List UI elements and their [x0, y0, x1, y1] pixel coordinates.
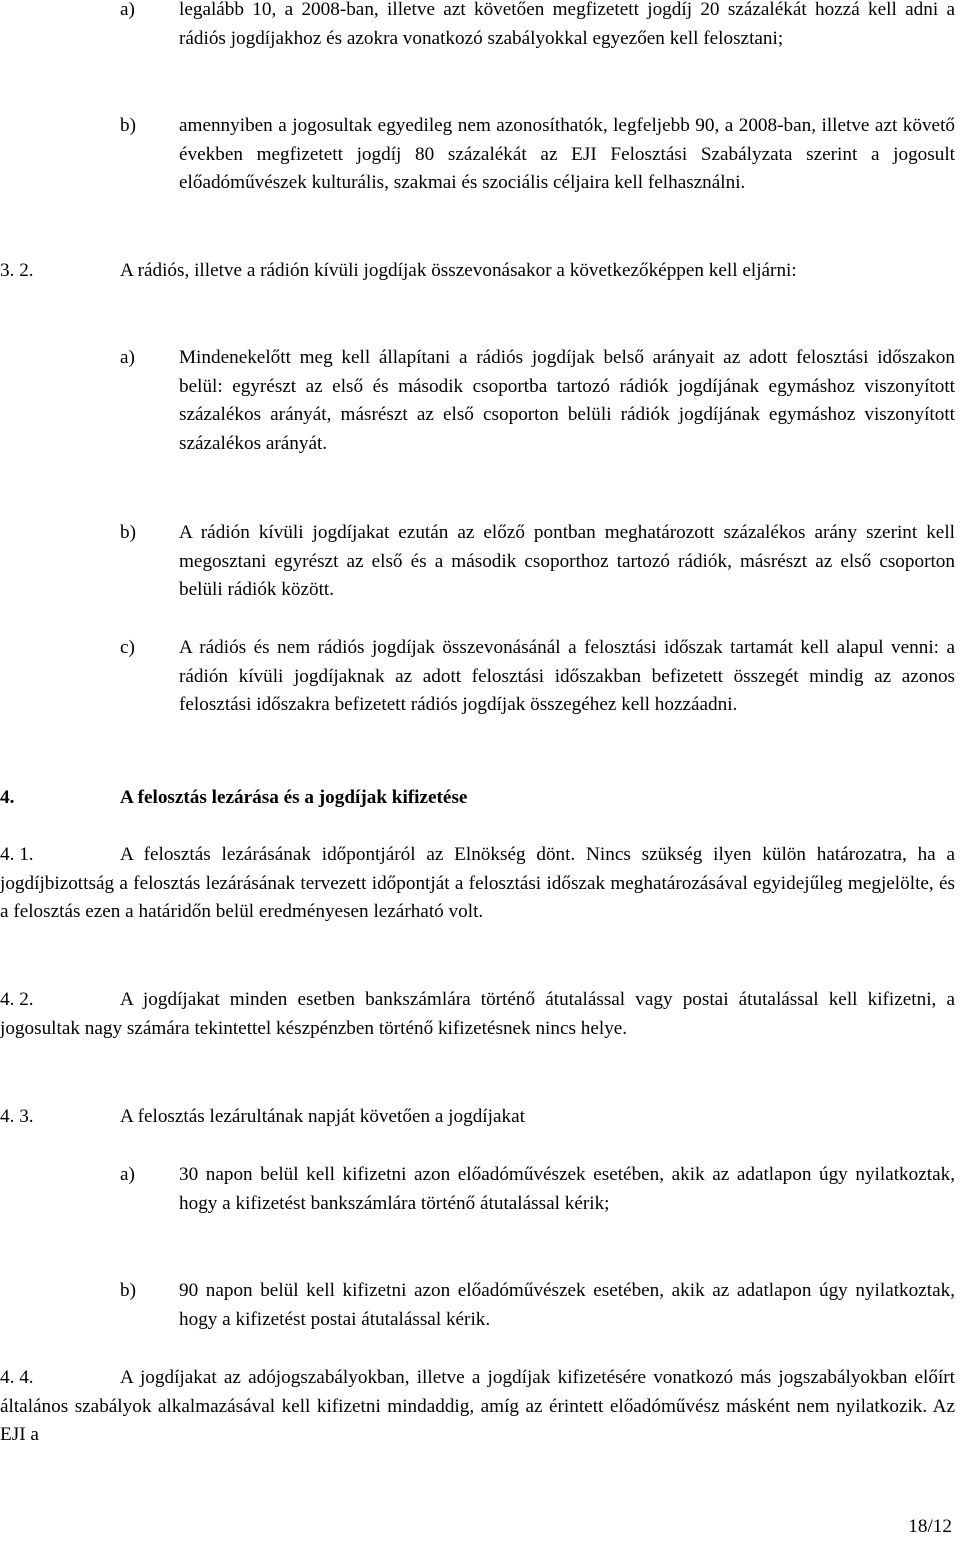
section-text: A felosztás lezárásának időpontjáról az Elnökség dönt. Nincs szükség ilyen külön határozatra, ha a jogdíjbizottság a felosztás lezárásának tervezett időpontját a felosztási időszak meghatározásával egyidejűleg megjelölte, és a felosztás ezen a határidőn belül eredményesen lezárható volt.	[0, 844, 955, 923]
section-number: 4. 2.	[0, 989, 34, 1010]
item-label: a)	[120, 1164, 135, 1185]
item-label: b)	[120, 1280, 136, 1301]
item-label: c)	[120, 637, 135, 658]
item-label: b)	[120, 522, 136, 543]
item-label: b)	[120, 115, 136, 136]
item-text: amennyiben a jogosultak egyedileg nem azonosíthatók, legfeljebb 90, a 2008-ban, illetve azt követő években megfizetett jogdíj 80 százalékát az EJI Felosztási Szabályzata szerint a jogosult előadóművészek kulturális, szakmai és szociális céljaira kell felhasználni.	[179, 115, 955, 194]
section-4-1	[0, 841, 955, 927]
section-4-3	[0, 1103, 955, 1132]
list-item-c-radio	[120, 634, 955, 720]
section-text: A rádiós, illetve a rádión kívüli jogdíjak összevonásakor a következőképpen kell eljárni:	[120, 260, 797, 281]
section-number: 3. 2.	[0, 260, 34, 281]
list-item-a-2008	[120, 0, 955, 53]
list-item-a-payment	[120, 1161, 955, 1218]
section-4-2	[0, 986, 955, 1043]
item-text: 30 napon belül kell kifizetni azon előadóművészek esetében, akik az adatlapon úgy nyilatkoztak, hogy a kifizetést bankszámlára történő átutalással kérik;	[179, 1164, 955, 1214]
section-3-2	[0, 257, 955, 286]
section-number: 4. 1.	[0, 844, 34, 865]
item-text: 90 napon belül kell kifizetni azon előadóművészek esetében, akik az adatlapon úgy nyilatkoztak, hogy a kifizetést postai átutalással kérik.	[179, 1280, 955, 1330]
list-item-b-radio	[120, 519, 955, 605]
page-number: 18/12	[908, 1516, 952, 1537]
item-text: A rádión kívüli jogdíjakat ezután az előző pontban meghatározott százalékos arány szerint kell megosztani egyrészt az első és a második csoporthoz tartozó rádiók, másrészt az első csoporton belüli rádiók között.	[179, 522, 955, 601]
section-text: A jogdíjakat minden esetben bankszámlára történő átutalással vagy postai átutalással kell kifizetni, a jogosultak nagy számára tekintettel készpénzben történő kifizetésnek nincs helye.	[0, 989, 955, 1039]
section-text: A jogdíjakat az adójogszabályokban, illetve a jogdíjak kifizetésére vonatkozó más jogszabályokban előírt általános szabályok alkalmazásával kell kifizetni mindaddig, amíg az érintett előadóművész másként nem nyilatkozik. Az EJI a	[0, 1367, 955, 1446]
item-text: legalább 10, a 2008-ban, illetve azt követően megfizetett jogdíj 20 százalékát hozzá kell adni a rádiós jogdíjakhoz és azokra vonatkozó szabályokkal egyezően kell felosztani;	[179, 0, 955, 49]
heading-text: A felosztás lezárása és a jogdíjak kifizetése	[120, 787, 468, 808]
list-item-a-radio	[120, 344, 955, 458]
item-text: Mindenekelőtt meg kell állapítani a rádiós jogdíjak belső arányait az adott felosztási időszakon belül: egyrészt az első és második csoportba tartozó rádiók jogdíjának egymáshoz viszonyított százalékos arányát, másrészt az első csoporton belüli rádiók jogdíjának egymáshoz viszonyított százalékos arányát.	[179, 347, 955, 454]
section-number: 4. 4.	[0, 1367, 34, 1388]
list-item-b-payment	[120, 1277, 955, 1334]
item-label: a)	[120, 0, 135, 20]
section-heading-4	[0, 784, 955, 813]
list-item-b-2008	[120, 112, 955, 198]
item-label: a)	[120, 347, 135, 368]
section-number: 4. 3.	[0, 1106, 34, 1127]
heading-number: 4.	[0, 787, 15, 808]
section-text: A felosztás lezárultának napját követően a jogdíjakat	[120, 1106, 525, 1127]
section-4-4	[0, 1364, 955, 1450]
item-text: A rádiós és nem rádiós jogdíjak összevonásánál a felosztási időszak tartamát kell alapul venni: a rádión kívüli jogdíjaknak az adott felosztási időszakban befizetett összegét mindig az azonos felosztási időszakra befizetett rádiós jogdíjak összegéhez kell hozzáadni.	[179, 637, 955, 716]
